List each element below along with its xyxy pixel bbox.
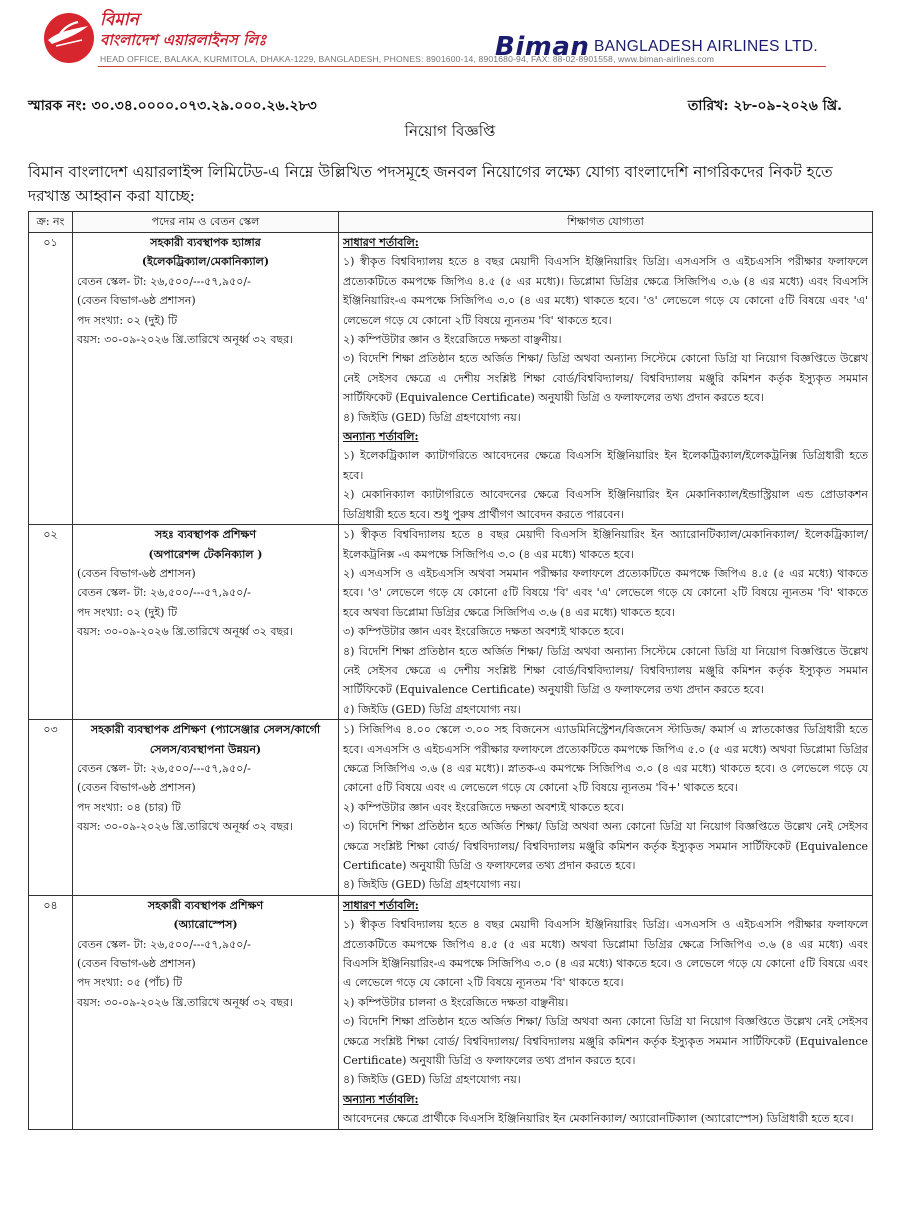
qualification-cell: [339, 233, 873, 525]
post-info-line: বেতন স্কেল- টা: ২৬,৫০০/---৫৭,৯৫০/-: [77, 761, 251, 775]
post-info-line: বয়স: ৩০-০৯-২০২৬ খ্রি.তারিখে অনূর্ধ্ব ৩২ বছর।: [77, 820, 294, 834]
header-divider: [98, 66, 826, 67]
memo-number: স্মারক নং: ৩০.৩৪.০০০০.০৭৩.২৯.০০০.২৬.২৮৩: [28, 98, 317, 114]
condition-item: ৩) বিদেশি শিক্ষা প্রতিষ্ঠান হতে অর্জিত শিক্ষা/ ডিগ্রি অথবা অন্য কোনো ডিগ্রি যা নিয়োগ বিজ্ঞপ্তিতে উল্লেখ নেই সেইসব ক্ষেত্রে সংশ্লিষ্ট শিক্ষা বোর্ড/ বিশ্ববিদ্যালয়/ বিশ্ববিদ্যালয় মঞ্জুরি কমিশন কর্তৃক ইস্যুকৃত সমমান সার্টিফিকেট (Equivalence Certificate) অনুযায়ী ডিগ্রি ও ফলাফলের তথ্য প্রদান করতে হবে।: [343, 1015, 868, 1068]
notice-date: তারিখ: ২৮-০৯-২০২৬ খ্রি.: [687, 98, 842, 114]
post-info-line: পদ সংখ্যা: ০২ (দুই) টি: [77, 605, 178, 619]
post-title: সহকারী ব্যবস্থাপক হ্যাঙ্গার (ইলেকট্রিক্যাল/মেকানিক্যাল): [141, 236, 270, 269]
serial-cell: ০৩: [29, 720, 73, 896]
post-info-line: বেতন স্কেল- টা: ২৬,৫০০/---৫৭,৯৫০/-: [77, 274, 251, 288]
post-cell: [73, 720, 339, 896]
post-info-line: (বেতন বিভাগ-৬ষ্ঠ প্রশাসন): [77, 781, 196, 795]
serial-cell: ০২: [29, 525, 73, 720]
post-info-line: (বেতন বিভাগ-৬ষ্ঠ প্রশাসন): [77, 294, 196, 308]
head-office-address: HEAD OFFICE, BALAKA, KURMITOLA, DHAKA-1229, BANGLADESH, PHONES: 8901600-14, 8901680-94, FAX: 88-02-8901558, www.biman-airlines.com: [100, 54, 715, 64]
general-conditions-heading: সাধারণ শর্তাবলি:: [343, 898, 419, 912]
serial-cell: ০১: [29, 233, 73, 525]
condition-item: ১) সিজিপিএ ৪.০০ স্কেলে ৩.০০ সহ বিজনেস এ্যাডমিনিস্ট্রেশন/বিজনেস স্টাডিজ/ কমার্স এ স্নাতকোত্তর ডিগ্রিধারী হতে হবে। এসএসসি ও এইচএসসি পরীক্ষার ফলাফলে প্রত্যেকটিতে কমপক্ষে জিপিএ ৫.০ (৫ এর মধ্যে) অথবা ডিপ্লোমা ডিগ্রির ক্ষেত্রে সিজিপিএ ৩.৬ (৪ এর মধ্যে)। স্নাতক-এ কমপক্ষে সিজিপিএ ৩.০ (৪ এর মধ্যে) থাকতে হবে। ও লেভেলে গড়ে যে কোনো ৫টি বিষয়ে এবং এ লেভেলে গড়ে যে কোনো ২টি বিষয়ে ন্যূনতম 'বি+' থাকতে হবে।: [343, 723, 868, 795]
post-info-line: বয়স: ৩০-০৯-২০২৬ খ্রি.তারিখে অনূর্ধ্ব ৩২ বছর।: [77, 333, 294, 347]
condition-item: ৪) বিদেশি শিক্ষা প্রতিষ্ঠান হতে অর্জিত শিক্ষা/ ডিগ্রি অথবা অন্যান্য সিস্টেমে কোনো ডিগ্রি যা নিয়োগ বিজ্ঞপ্তিতে উল্লেখ নেই সেইসব ক্ষেত্রে এ দেশীয় সংশ্লিষ্ট শিক্ষা বোর্ড/বিশ্ববিদ্যালয়/ বিশ্ববিদ্যালয় মঞ্জুরি কমিশন কর্তৃক ইস্যুকৃত সমমান সার্টিফিকেট (Equivalence Certificate) অনুযায়ী ডিগ্রি ও ফলাফলের তথ্য প্রদান করতে হবে।: [343, 644, 868, 697]
condition-item: ২) কম্পিউটার জ্ঞান এবং ইংরেজিতে দক্ষতা অবশ্যই থাকতে হবে।: [343, 800, 625, 814]
condition-item: ৩) বিদেশি শিক্ষা প্রতিষ্ঠান হতে অর্জিত শিক্ষা/ ডিগ্রি অথবা অন্যান্য সিস্টেমে কোনো ডিগ্রি যা নিয়োগ বিজ্ঞপ্তিতে উল্লেখ নেই সেইসব ক্ষেত্রে এ দেশীয় সংশ্লিষ্ট শিক্ষা বোর্ড/বিশ্ববিদ্যালয়/ বিশ্ববিদ্যালয় মঞ্জুরি কমিশন কর্তৃক ইস্যুকৃত সমমান সার্টিফিকেট (Equivalence Certificate) অনুযায়ী ডিগ্রি ও ফলাফলের তথ্য প্রদান করতে হবে।: [343, 352, 868, 405]
post-info-line: পদ সংখ্যা: ০২ (দুই) টি: [77, 313, 178, 327]
table-row: [29, 233, 873, 525]
condition-item: ২) এসএসসি ও এইচএসসি অথবা সমমান পরীক্ষার ফলাফলে প্রত্যেকটিতে কমপক্ষে জিপিএ ৪.৫ (৫ এর মধ্যে) থাকতে হবে। 'ও' লেভেলে গড়ে যে কোনো ৫টি বিষয়ে 'বি' এবং 'এ' লেভেলে গড়ে যে কোনো ২টি বিষয়ে ন্যূনতম 'বি' থাকতে হবে অথবা ডিপ্লোমা ডিগ্রির ক্ষেত্রে সিজিপিএ ৩.৬ (৪ এর মধ্যে) থাকতে হবে।: [343, 566, 868, 619]
condition-item: ৩) বিদেশি শিক্ষা প্রতিষ্ঠান হতে অর্জিত শিক্ষা/ ডিগ্রি অথবা অন্য কোনো ডিগ্রি যা নিয়োগ বিজ্ঞপ্তিতে উল্লেখ নেই সেইসব ক্ষেত্রে সংশ্লিষ্ট শিক্ষা বোর্ড/ বিশ্ববিদ্যালয়/ বিশ্ববিদ্যালয় মঞ্জুরি কমিশন কর্তৃক ইস্যুকৃত সমমান সার্টিফিকেট (Equivalence Certificate) অনুযায়ী ডিগ্রি ও ফলাফলের তথ্য প্রদান করতে হবে।: [343, 820, 868, 872]
post-cell: [73, 525, 339, 720]
header-serial: ক্র: নং: [29, 212, 73, 233]
condition-item: ৫) জিইডি (GED) ডিগ্রি গ্রহণযোগ্য নয়।: [343, 702, 521, 716]
condition-item: ৪) জিইডি (GED) ডিগ্রি গ্রহণযোগ্য নয়।: [343, 410, 521, 424]
condition-item: ১) স্বীকৃত বিশ্ববিদ্যালয় হতে ৪ বছর মেয়াদী বিএসসি ইঞ্জিনিয়ারিং ডিগ্রি। এসএসসি ও এইচএসসি পরীক্ষার ফলাফলে প্রত্যেকটিতে কমপক্ষে জিপিএ ৪.৫ (৫ এর মধ্যে)। ডিপ্লোমা ডিগ্রির ক্ষেত্রে সিজিপিএ ৩.৬ (৪ এর মধ্যে) এবং বিএসসি ইঞ্জিনিয়ারিং-এ কমপক্ষে সিজিপিএ ৩.০ (৪ এর মধ্যে) থাকতে হবে। 'ও' লেভেলে গড়ে যে কোনো ৫টি বিষয়ে এবং 'এ' লেভেলে গড়ে যে কোনো ২টি বিষয়ে ন্যূনতম 'বি' থাকতে হবে।: [343, 255, 868, 327]
condition-item: ৪) জিইডি (GED) ডিগ্রি গ্রহণযোগ্য নয়।: [343, 878, 521, 892]
post-info-line: বেতন স্কেল- টা: ২৬,৫০০/---৫৭,৯৫০/-: [77, 937, 251, 951]
other-conditions-heading: অন্যান্য শর্তাবলি:: [343, 430, 419, 444]
post-title: সহকারী ব্যবস্থাপক প্রশিক্ষণ (প্যাসেঞ্জার সেলস/কার্গো সেলস/ব্যবস্থাপনা উন্নয়ন): [90, 723, 321, 756]
letterhead: [0, 0, 900, 80]
company-name-bengali-line1: বিমান: [100, 10, 139, 30]
post-cell: [73, 233, 339, 525]
other-condition-item: ১) ইলেকট্রিক্যাল ক্যাটাগরিতে আবেদনের ক্ষেত্রে বিএসসি ইঞ্জিনিয়ারিং ইন ইলেকট্রিক্যাল/ইলেকট্রনিক্স ডিগ্রিধারী হতে হবে।: [343, 449, 868, 482]
post-info-line: বয়স: ৩০-০৯-২০২৬ খ্রি.তারিখে অনূর্ধ্ব ৩২ বছর।: [77, 995, 294, 1009]
condition-item: ৩) কম্পিউটার জ্ঞান এবং ইংরেজিতে দক্ষতা অবশ্যই থাকতে হবে।: [343, 625, 625, 639]
post-title: সহকারী ব্যবস্থাপক প্রশিক্ষণ (অ্যারোস্পেস): [147, 898, 264, 932]
post-info-line: বয়স: ৩০-০৯-২০২৬ খ্রি.তারিখে অনূর্ধ্ব ৩২ বছর।: [77, 625, 294, 639]
post-title: সহঃ ব্যবস্থাপক প্রশিক্ষণ (অপারেশন্স টেকনিক্যাল ): [148, 528, 263, 561]
condition-item: ১) স্বীকৃত বিশ্ববিদ্যালয় হতে ৪ বছর মেয়াদী বিএসসি ইঞ্জিনিয়ারিং ইন অ্যারোনটিক্যাল/মেকানিক্যাল/ ইলেকট্রিক্যাল/ইলেকট্রনিক্স -এ কমপক্ষে সিজিপিএ ৩.০ (৪ এর মধ্যে) থাকতে হবে।: [343, 528, 868, 561]
other-condition-item: ২) মেকানিক্যাল ক্যাটাগরিতে আবেদনের ক্ষেত্রে বিএসসি ইঞ্জিনিয়ারিং ইন মেকানিক্যাল/ইন্ডাস্ট্রিয়াল এন্ড প্রোডাকশন ডিগ্রিধারী হতে হবে। শুধু পুরুষ প্রার্থীগণ আবেদন করতে পারবেন।: [343, 488, 868, 521]
table-row: [29, 525, 873, 720]
other-condition-item: আবেদনের ক্ষেত্রে প্রার্থীকে বিএসসি ইঞ্জিনিয়ারিং ইন মেকানিক্যাল/ অ্যারোনটিক্যাল (অ্যারোস্পেস) ডিগ্রিধারী হতে হবে।: [343, 1112, 854, 1126]
notice-title: নিয়োগ বিজ্ঞপ্তি: [404, 122, 496, 140]
serial-cell: ০৪: [29, 895, 73, 1129]
company-name-bengali-line2: বাংলাদেশ এয়ারলাইনস লিঃ: [100, 31, 267, 49]
biman-stork-logo-icon: [38, 10, 100, 66]
qualification-cell: [339, 720, 873, 896]
company-name-english: BANGLADESH AIRLINES LTD.: [594, 38, 818, 55]
condition-item: ২) কম্পিউটার জ্ঞান ও ইংরেজিতে দক্ষতা বাঞ্ছনীয়।: [343, 333, 562, 347]
general-conditions-heading: সাধারণ শর্তাবলি:: [343, 236, 419, 249]
table-row: [29, 720, 873, 896]
company-name-bengali: [100, 10, 510, 56]
brand-name: Biman: [495, 32, 590, 62]
post-info-line: (বেতন বিভাগ-৬ষ্ঠ প্রশাসন): [77, 957, 196, 971]
header-post: পদের নাম ও বেতন স্কেল: [73, 212, 339, 233]
post-cell: [73, 895, 339, 1129]
header-qualification: শিক্ষাগত যোগ্যতা: [339, 212, 873, 233]
condition-item: ৪) জিইডি (GED) ডিগ্রি গ্রহণযোগ্য নয়।: [343, 1073, 521, 1087]
table-header-row: [29, 212, 873, 233]
intro-paragraph: বিমান বাংলাদেশ এয়ারলাইন্স লিমিটেড-এ নিম্নে উল্লিখিত পদসমূহে জনবল নিয়োগের লক্ষ্যে যোগ্য বাংলাদেশি নাগরিকদের নিকট হতে দরখাস্ত আহ্বান করা যাচ্ছে:: [28, 163, 833, 205]
table-row: [29, 895, 873, 1129]
qualification-cell: [339, 525, 873, 720]
post-info-line: পদ সংখ্যা: ০৪ (চার) টি: [77, 800, 181, 814]
qualification-cell: [339, 895, 873, 1129]
condition-item: ১) স্বীকৃত বিশ্ববিদ্যালয় হতে ৪ বছর মেয়াদী বিএসসি ইঞ্জিনিয়ারিং ডিগ্রি। এসএসসি ও এইচএসসি পরীক্ষার ফলাফলে প্রত্যেকটিতে কমপক্ষে জিপিএ ৪.৫ (৫ এর মধ্যে) অথবা ডিপ্লোমা ডিগ্রির ক্ষেত্রে সিজিপিএ ৩.৬ (৪ এর মধ্যে) এবং বিএসসি ইঞ্জিনিয়ারিং-এ কমপক্ষে সিজিপিএ ৩.০ (৪ এর মধ্যে) থাকতে হবে। ও লেভেলে গড়ে যে কোনো ৫টি বিষয়ে এবং এ লেভেলে গড়ে যে কোনো ২টি বিষয়ে ন্যূনতম 'বি' থাকতে হবে।: [343, 918, 868, 990]
other-conditions-heading: অন্যান্য শর্তাবলি:: [343, 1092, 419, 1106]
post-info-line: (বেতন বিভাগ-৬ষ্ঠ প্রশাসন): [77, 566, 196, 580]
condition-item: ২) কম্পিউটার চালনা ও ইংরেজিতে দক্ষতা বাঞ্ছনীয়।: [343, 995, 569, 1009]
post-info-line: বেতন স্কেল- টা: ২৬,৫০০/---৫৭,৯৫০/-: [77, 586, 251, 600]
positions-table: [28, 211, 873, 1130]
post-info-line: পদ সংখ্যা: ০৫ (পাঁচ) টি: [77, 976, 183, 990]
